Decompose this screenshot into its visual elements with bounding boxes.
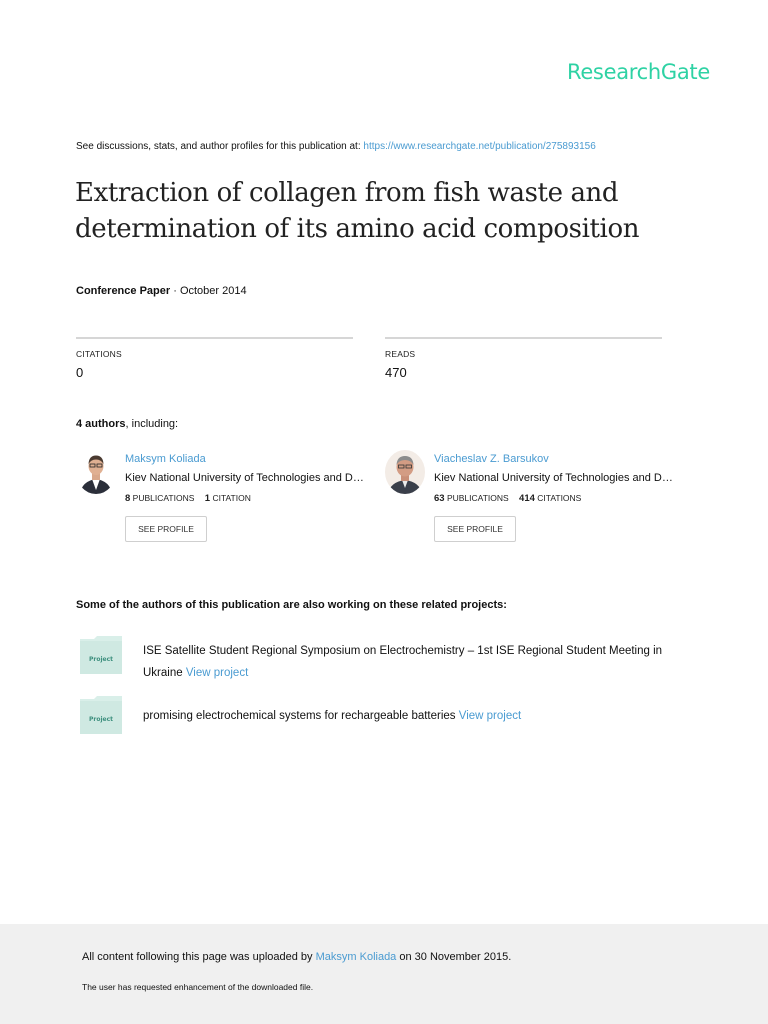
reads-stat (385, 337, 662, 380)
avatar[interactable] (385, 450, 425, 494)
meta-separator: · (170, 285, 180, 297)
author-citations-count: 414 (519, 493, 535, 504)
publication-url-link[interactable]: https://www.researchgate.net/publication/275893156 (363, 141, 596, 152)
project-description (143, 705, 688, 727)
see-profile-button[interactable]: SEE PROFILE (125, 516, 207, 542)
publications-label: PUBLICATIONS (132, 493, 195, 503)
author-citations-label: CITATION (212, 493, 251, 503)
citations-label: CITATIONS (76, 349, 122, 359)
publications-count: 63 (434, 493, 445, 504)
project-title: ISE Satellite Student Regional Symposium on Electrochemistry – 1st ISE Regional Student Meeting in Ukraine (143, 645, 663, 679)
publication-type: Conference Paper (76, 285, 171, 297)
author-affiliation: Kiev National University of Technologies and D… (125, 472, 364, 484)
avatar-photo-icon (385, 450, 425, 494)
project-description (143, 640, 688, 684)
uploaded-by-line (82, 951, 511, 963)
avatar[interactable] (76, 450, 116, 494)
publications-count: 8 (125, 493, 131, 504)
citations-value: 0 (76, 365, 84, 380)
authors-including: , including: (125, 418, 179, 430)
author-name-link[interactable]: Viacheslav Z. Barsukov (434, 453, 549, 465)
see-profile-button[interactable]: SEE PROFILE (434, 516, 516, 542)
footer (0, 924, 768, 1024)
project-folder-icon (80, 696, 122, 734)
discussion-line (76, 141, 596, 152)
author-info (434, 453, 704, 542)
uploader-link[interactable]: Maksym Koliada (315, 951, 397, 963)
publication-title: Extraction of collagen from fish waste and determination of its amino acid composition (75, 178, 640, 244)
author-affiliation: Kiev National University of Technologies and D… (434, 472, 673, 484)
publication-date: October 2014 (179, 285, 247, 297)
author-info (125, 453, 395, 542)
publications-label: PUBLICATIONS (446, 493, 509, 503)
related-projects-heading: Some of the authors of this publication are also working on these related projects: (76, 599, 507, 611)
author-stats (125, 493, 395, 504)
uploaded-suffix: on 30 November 2015. (396, 951, 512, 963)
avatar-photo-icon (76, 450, 116, 494)
authors-heading (76, 418, 178, 430)
project-icon-label: Project (88, 716, 114, 723)
uploaded-prefix: All content following this page was uploaded by (82, 951, 316, 963)
project-icon-label: Project (88, 656, 114, 663)
reads-value: 470 (385, 365, 407, 380)
view-project-link[interactable]: View project (185, 667, 249, 679)
authors-count: 4 authors (76, 418, 126, 430)
researchgate-logo[interactable]: ResearchGate (566, 60, 710, 84)
publication-meta (76, 285, 247, 297)
request-note: The user has requested enhancement of the downloaded file. (82, 982, 314, 992)
author-stats (434, 493, 704, 504)
author-name-link[interactable]: Maksym Koliada (125, 453, 206, 465)
citations-stat (76, 337, 353, 380)
reads-label: READS (385, 349, 416, 359)
view-project-link[interactable]: View project (458, 710, 522, 722)
project-folder-icon (80, 636, 122, 674)
project-title: promising electrochemical systems for rechargeable batteries (143, 710, 459, 722)
discussion-text: See discussions, stats, and author profiles for this publication at: (76, 141, 364, 152)
author-citations-count: 1 (204, 493, 211, 504)
author-citations-label: CITATIONS (537, 493, 582, 503)
